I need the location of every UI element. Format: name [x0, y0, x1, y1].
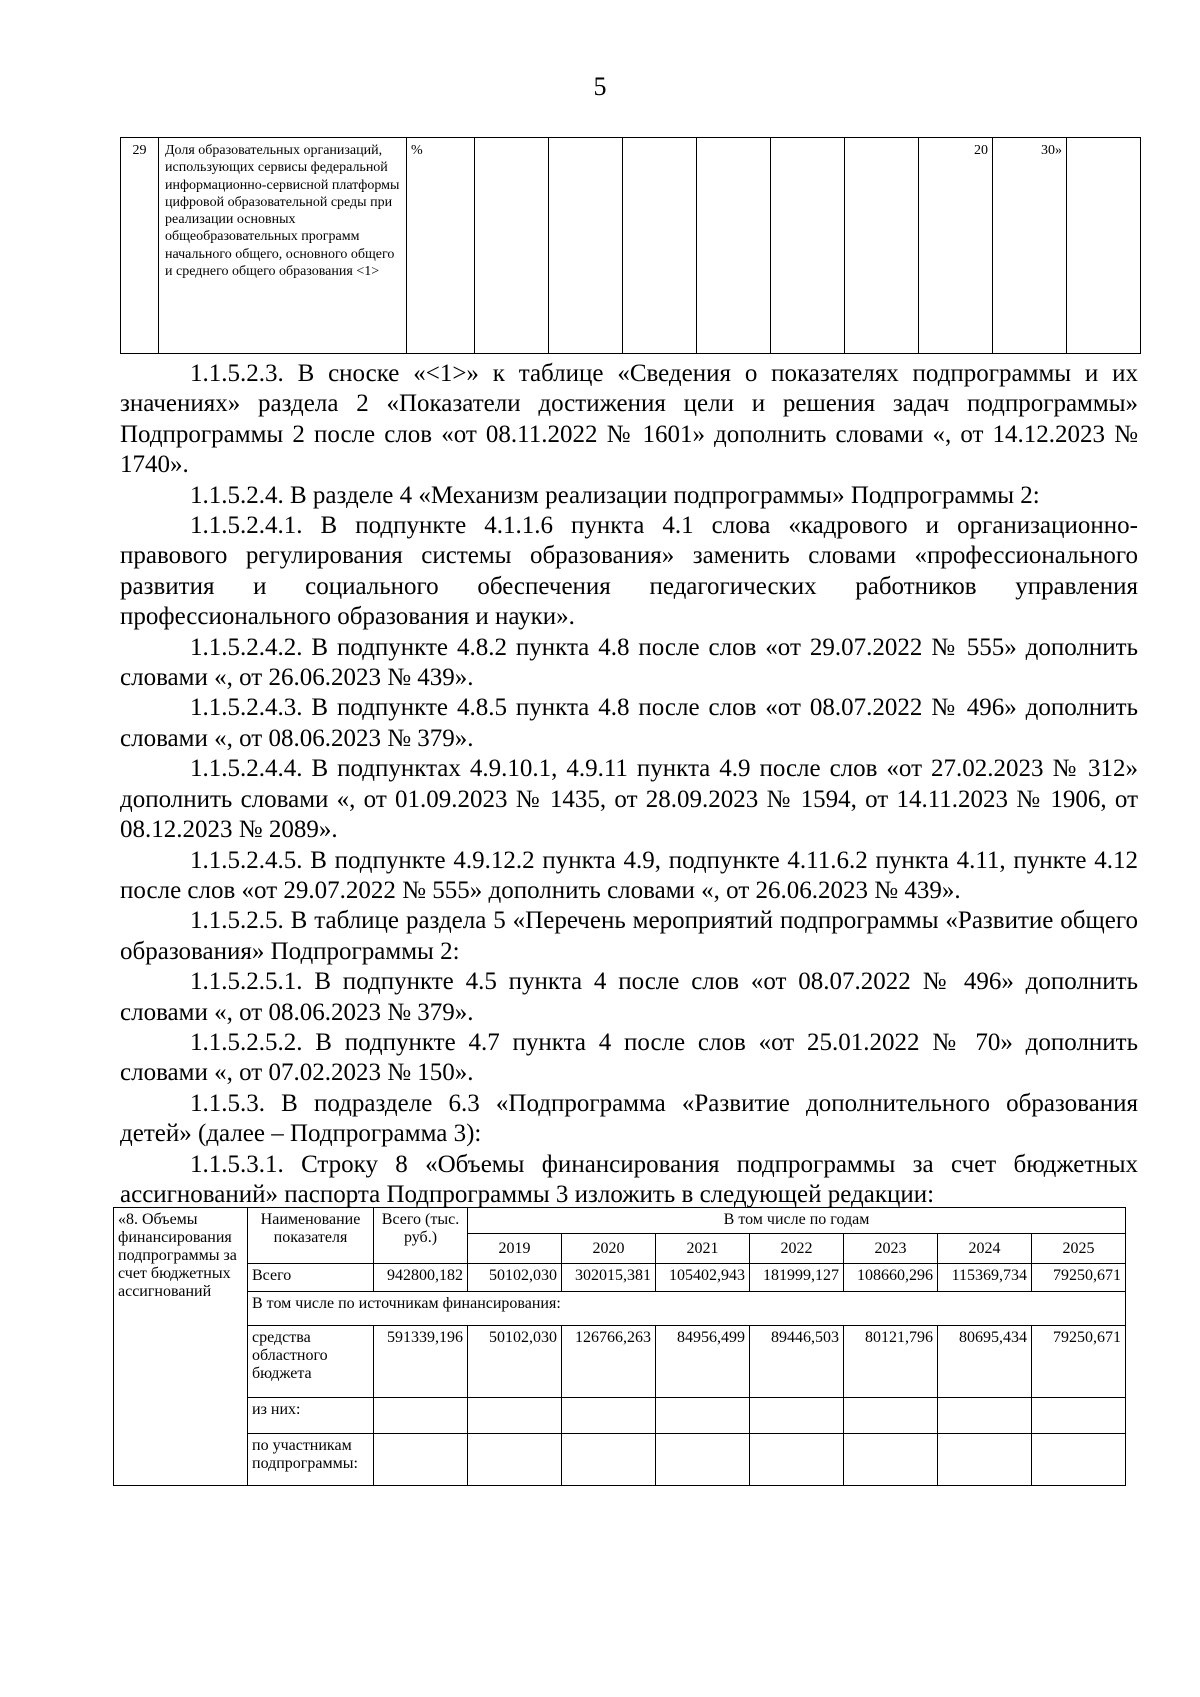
paragraph: 1.1.5.2.4.4. В подпунктах 4.9.10.1, 4.9.11 пункта 4.9 после слов «от 27.02.2023 № 312» дополнить словами «, от 01.09.2023 № 1435, от 28.09.2023 № 1594, от 14.11.2023 № 1906, от 08.12.2023 № 2089».: [120, 755, 1138, 844]
row-label: из них:: [248, 1398, 374, 1434]
value-cell: [1067, 138, 1141, 354]
document-body: [120, 359, 1138, 1210]
value-cell: [845, 138, 919, 354]
value-cell: [697, 138, 771, 354]
paragraph: 1.1.5.2.4.2. В подпункте 4.8.2 пункта 4.8 после слов «от 29.07.2022 № 555» дополнить словами «, от 26.06.2023 № 439».: [120, 633, 1138, 692]
table-row: [114, 1326, 1126, 1398]
paragraph: 1.1.5.2.4.1. В подпункте 4.1.1.6 пункта 4.1 слова «кадрового и организационно-правового регулирования системы образования» заменить словами «профессионального развития и социального обеспечения педагогических работников управления профессионального образования и науки».: [120, 512, 1138, 631]
year-value: 80121,796: [844, 1326, 938, 1398]
year-value: 302015,381: [562, 1264, 656, 1292]
header-year: 2020: [562, 1234, 656, 1264]
indicators-table: [120, 137, 1141, 354]
empty-cell: [750, 1434, 844, 1486]
value-cell: [771, 138, 845, 354]
header-year: 2021: [656, 1234, 750, 1264]
sources-label: В том числе по источникам финансирования:: [248, 1292, 1126, 1326]
value-cell: 20: [919, 138, 993, 354]
row-number: 29: [121, 138, 159, 354]
empty-cell: [656, 1398, 750, 1434]
empty-cell: [1032, 1398, 1126, 1434]
year-value: 181999,127: [750, 1264, 844, 1292]
page-number: 5: [593, 72, 607, 101]
row-label: средства областного бюджета: [248, 1326, 374, 1398]
year-value: 79250,671: [1032, 1326, 1126, 1398]
empty-cell: [468, 1398, 562, 1434]
table-row: [114, 1292, 1126, 1326]
empty-cell: [468, 1434, 562, 1486]
empty-cell: [374, 1398, 468, 1434]
paragraph: 1.1.5.2.4. В разделе 4 «Механизм реализации подпрограммы» Подпрограммы 2:: [190, 481, 1040, 509]
year-value: 80695,434: [938, 1326, 1032, 1398]
table-row: [121, 138, 1141, 354]
year-value: 50102,030: [468, 1264, 562, 1292]
table-row: [114, 1398, 1126, 1434]
empty-cell: [562, 1398, 656, 1434]
paragraph: 1.1.5.2.3. В сноске «<1>» к таблице «Сведения о показателях подпрограммы и их значениях» раздела 2 «Показатели достижения цели и решения задач подпрограммы» Подпрограммы 2 после слов «от 08.11.2022 № 1601» дополнить словами «, от 14.12.2023 № 1740».: [120, 360, 1138, 479]
header-year: 2019: [468, 1234, 562, 1264]
row-label: по участникам подпрограммы:: [248, 1434, 374, 1486]
paragraph: 1.1.5.2.4.5. В подпункте 4.9.12.2 пункта 4.9, подпункте 4.11.6.2 пункта 4.11, пункте 4.12 после слов «от 29.07.2022 № 555» дополнить словами «, от 26.06.2023 № 439».: [120, 846, 1138, 904]
paragraph: 1.1.5.3.1. Строку 8 «Объемы финансирования подпрограммы за счет бюджетных ассигнований» паспорта Подпрограммы 3 изложить в следующей редакции:: [120, 1150, 1138, 1208]
header-by-years: В том числе по годам: [468, 1208, 1126, 1234]
year-value: 108660,296: [844, 1264, 938, 1292]
year-value: 105402,943: [656, 1264, 750, 1292]
year-value: 84956,499: [656, 1326, 750, 1398]
table-row: [114, 1264, 1126, 1292]
table-row: [114, 1434, 1126, 1486]
paragraph: 1.1.5.3. В подразделе 6.3 «Подпрограмма «Развитие дополнительного образования детей» (далее – Подпрограмма 3):: [120, 1089, 1138, 1148]
paragraph: 1.1.5.2.4.3. В подпункте 4.8.5 пункта 4.8 после слов «от 08.07.2022 № 496» дополнить словами «, от 08.06.2023 № 379».: [120, 694, 1138, 752]
row-total: 942800,182: [374, 1264, 468, 1292]
empty-cell: [1032, 1434, 1126, 1486]
header-year: 2022: [750, 1234, 844, 1264]
value-cell: [475, 138, 549, 354]
indicator-name: Доля образовательных организаций, использующих сервисы федеральной информационно-сервисной платформы цифровой образовательной среды при реализации основных общеобразовательных программ начального общего, основного общего и среднего общего образования <1>: [159, 138, 407, 354]
year-value: 126766,263: [562, 1326, 656, 1398]
header-year: 2025: [1032, 1234, 1126, 1264]
empty-cell: [844, 1398, 938, 1434]
header-year: 2024: [938, 1234, 1032, 1264]
header-indicator: Наименование показателя: [248, 1208, 374, 1264]
value-cell: [549, 138, 623, 354]
year-value: 89446,503: [750, 1326, 844, 1398]
row-total: 591339,196: [374, 1326, 468, 1398]
empty-cell: [750, 1398, 844, 1434]
empty-cell: [562, 1434, 656, 1486]
paragraph: 1.1.5.2.5. В таблице раздела 5 «Перечень мероприятий подпрограммы «Развитие общего образования» Подпрограммы 2:: [120, 907, 1138, 965]
year-value: 115369,734: [938, 1264, 1032, 1292]
financing-row-title: «8. Объемы финансирования подпрограммы за счет бюджетных ассигнований: [114, 1208, 248, 1486]
empty-cell: [938, 1398, 1032, 1434]
value-cell: [623, 138, 697, 354]
paragraph: 1.1.5.2.5.1. В подпункте 4.5 пункта 4 после слов «от 08.07.2022 № 496» дополнить словами «, от 08.06.2023 № 379».: [120, 968, 1138, 1026]
row-label: Всего: [248, 1264, 374, 1292]
header-total: Всего (тыс. руб.): [374, 1208, 468, 1264]
year-value: 79250,671: [1032, 1264, 1126, 1292]
financing-table: [113, 1207, 1126, 1486]
unit-cell: %: [407, 138, 475, 354]
empty-cell: [844, 1434, 938, 1486]
value-cell: 30»: [993, 138, 1067, 354]
empty-cell: [656, 1434, 750, 1486]
header-year: 2023: [844, 1234, 938, 1264]
empty-cell: [938, 1434, 1032, 1486]
table-header-row: [114, 1208, 1126, 1234]
empty-cell: [374, 1434, 468, 1486]
paragraph: 1.1.5.2.5.2. В подпункте 4.7 пункта 4 после слов «от 25.01.2022 № 70» дополнить словами «, от 07.02.2023 № 150».: [120, 1028, 1138, 1087]
year-value: 50102,030: [468, 1326, 562, 1398]
